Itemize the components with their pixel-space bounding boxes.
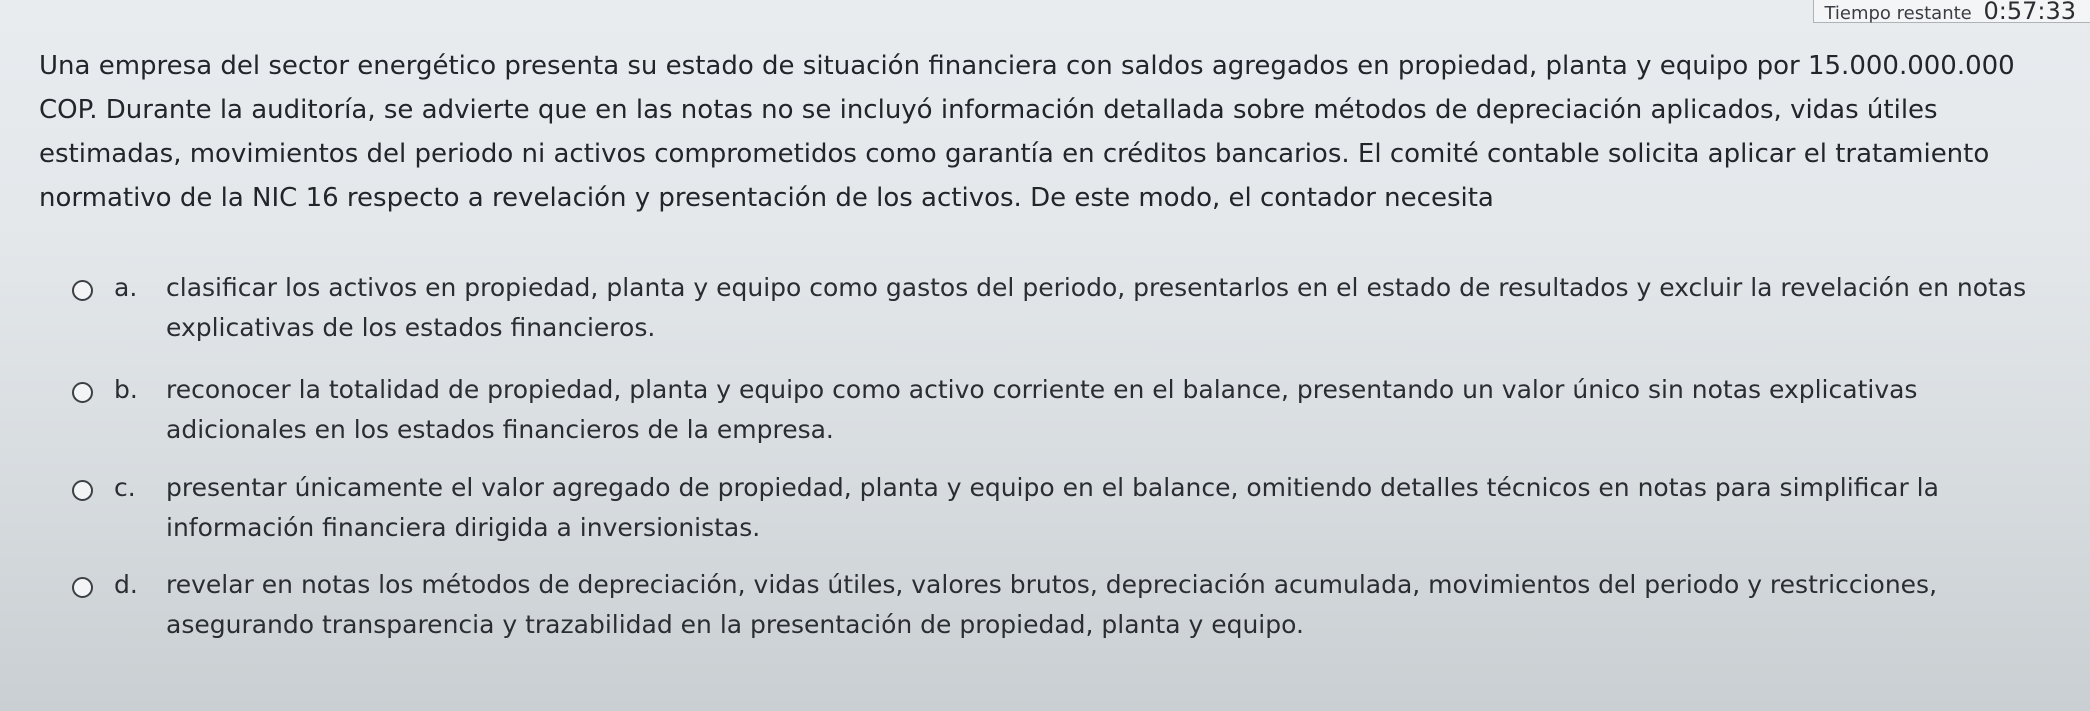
radio-button-c[interactable]: [72, 480, 93, 501]
option-letter: a.: [114, 273, 138, 302]
radio-button-d[interactable]: [72, 577, 93, 598]
time-remaining-value: 0:57:33: [1983, 0, 2076, 25]
option-text: reconocer la totalidad de propiedad, planta y equipo como activo corriente en el balance, presentando un valor único sin notas explicativas adicionales en los estados financieros de la empresa.: [166, 375, 1918, 444]
option-text: revelar en notas los métodos de depreciación, vidas útiles, valores brutos, depreciación acumulada, movimientos del periodo y restricciones, asegurando transparencia y trazabilidad en la presentación de propiedad, planta y equipo.: [166, 570, 1938, 639]
option-letter: b.: [114, 375, 138, 404]
option-letter: c.: [114, 473, 136, 502]
question-text: Una empresa del sector energético presenta su estado de situación financiera con saldos agregados en propiedad, planta y equipo por 15.000.000.000 COP. Durante la auditoría, se advierte que en las notas no se incluyó información detallada sobre métodos de depreciación aplicados, vidas útiles estimadas, movimientos del periodo ni activos comprometidos como garantía en créditos bancarios. El comité contable solicita aplicar el tratamiento normativo de la NIC 16 respecto a revelación y presentación de los activos. De este modo, el contador necesita: [39, 51, 2015, 213]
option-text: presentar únicamente el valor agregado de propiedad, planta y equipo en el balance, omitiendo detalles técnicos en notas para simplificar la información financiera dirigida a inversionistas.: [166, 473, 1939, 542]
radio-button-a[interactable]: [72, 280, 93, 301]
radio-button-b[interactable]: [72, 382, 93, 403]
option-letter: d.: [114, 570, 138, 599]
time-remaining-label: Tiempo restante: [1824, 3, 1972, 24]
option-text: clasificar los activos en propiedad, planta y equipo como gastos del periodo, presentarlos en el estado de resultados y excluir la revelación en notas explicativas de los estados financieros.: [166, 273, 2027, 342]
